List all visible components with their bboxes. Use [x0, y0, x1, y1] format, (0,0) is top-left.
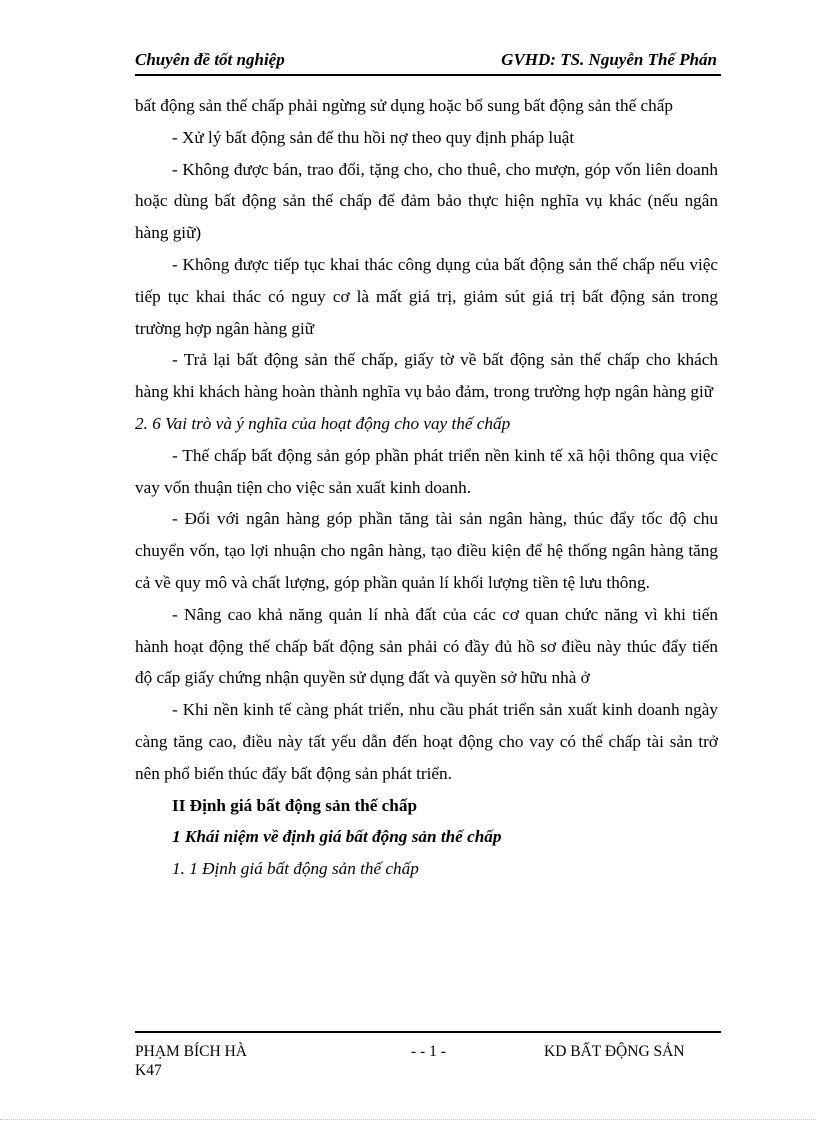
bullet-return-property: - Trả lại bất động sản thế chấp, giấy tờ về bất động sản thế chấp cho khách hàng khi khách hàng hoàn thành nghĩa vụ bảo đảm, trong trường hợp ngân hàng giữ	[135, 350, 718, 402]
subsection-heading-1-1: 1. 1 Định giá bất động sản thế chấp	[172, 859, 419, 879]
page-footer	[135, 1031, 721, 1079]
paragraph-continuation: bất động sản thế chấp phải ngừng sử dụng hoặc bổ sung bất động sản thế chấp	[135, 96, 673, 115]
role-paragraph-2: - Đối với ngân hàng góp phần tăng tài sản ngân hàng, thúc đẩy tốc độ chu chuyển vốn, tạo lợi nhuận cho ngân hàng, tạo điều kiện để hệ thống ngân hàng tăng cả về quy mô và chất lượng, góp phần quản lí khối lượng tiền tệ lưu thông.	[135, 509, 718, 592]
bullet-debt-recovery: - Xử lý bất động sản để thu hồi nợ theo quy định pháp luật	[172, 127, 575, 147]
page-header	[135, 48, 721, 76]
section-heading-2-6: 2. 6 Vai trò và ý nghĩa của hoạt động cho vay thế chấp	[135, 413, 511, 433]
section-heading-1: 1 Khái niệm về định giá bất động sản thế chấp	[172, 827, 502, 847]
footer-author: PHẠM BÍCH HÀ	[135, 1043, 247, 1060]
role-paragraph-3: - Nâng cao khả năng quản lí nhà đất của các cơ quan chức năng vì khi tiến hành hoạt động thế chấp bất động sản phải có đầy đủ hồ sơ điều này thúc đẩy tiến độ cấp giấy chứng nhận quyền sử dụng đất và quyền sở hữu nhà ở	[135, 604, 718, 688]
bullet-no-exploitation: - Không được tiếp tục khai thác công dụng của bất động sản thế chấp nếu việc tiếp tục khai thác có nguy cơ là mất giá trị, giảm sút giá trị bất động sản trong trường hợp ngân hàng giữ	[135, 254, 718, 338]
footer-department: KD BẤT ĐỘNG SẢN	[544, 1043, 685, 1060]
chapter-heading-ii: II Định giá bất động sản thế chấp	[172, 795, 417, 815]
role-paragraph-4: - Khi nền kinh tế càng phát triển, nhu cầu phát triển sản xuất kinh doanh ngày càng tăng cao, điều này tất yếu dẫn đến hoạt động cho vay có thế chấp tài sản trở nên phổ biến thúc đẩy bất động sản phát triển.	[135, 700, 718, 783]
role-paragraph-1: - Thế chấp bất động sản góp phần phát triển nền kinh tế xã hội thông qua việc vay vốn thuận tiện cho việc sản xuất kinh doanh.	[135, 445, 718, 497]
header-advisor: GVHD: TS. Nguyễn Thế Phán	[501, 50, 717, 69]
footer-class: K47	[135, 1062, 162, 1079]
bullet-no-sale: - Không được bán, trao đổi, tặng cho, cho thuê, cho mượn, góp vốn liên doanh hoặc dùng bất động sản thế chấp để đảm bảo thực hiện nghĩa vụ khác (nếu ngân hàng giữ)	[135, 159, 718, 243]
header-title: Chuyên đề tốt nghiệp	[135, 50, 285, 69]
footer-page-number: - - 1 -	[411, 1043, 446, 1060]
page-bottom-edge	[0, 1119, 816, 1120]
document-body	[135, 90, 718, 885]
